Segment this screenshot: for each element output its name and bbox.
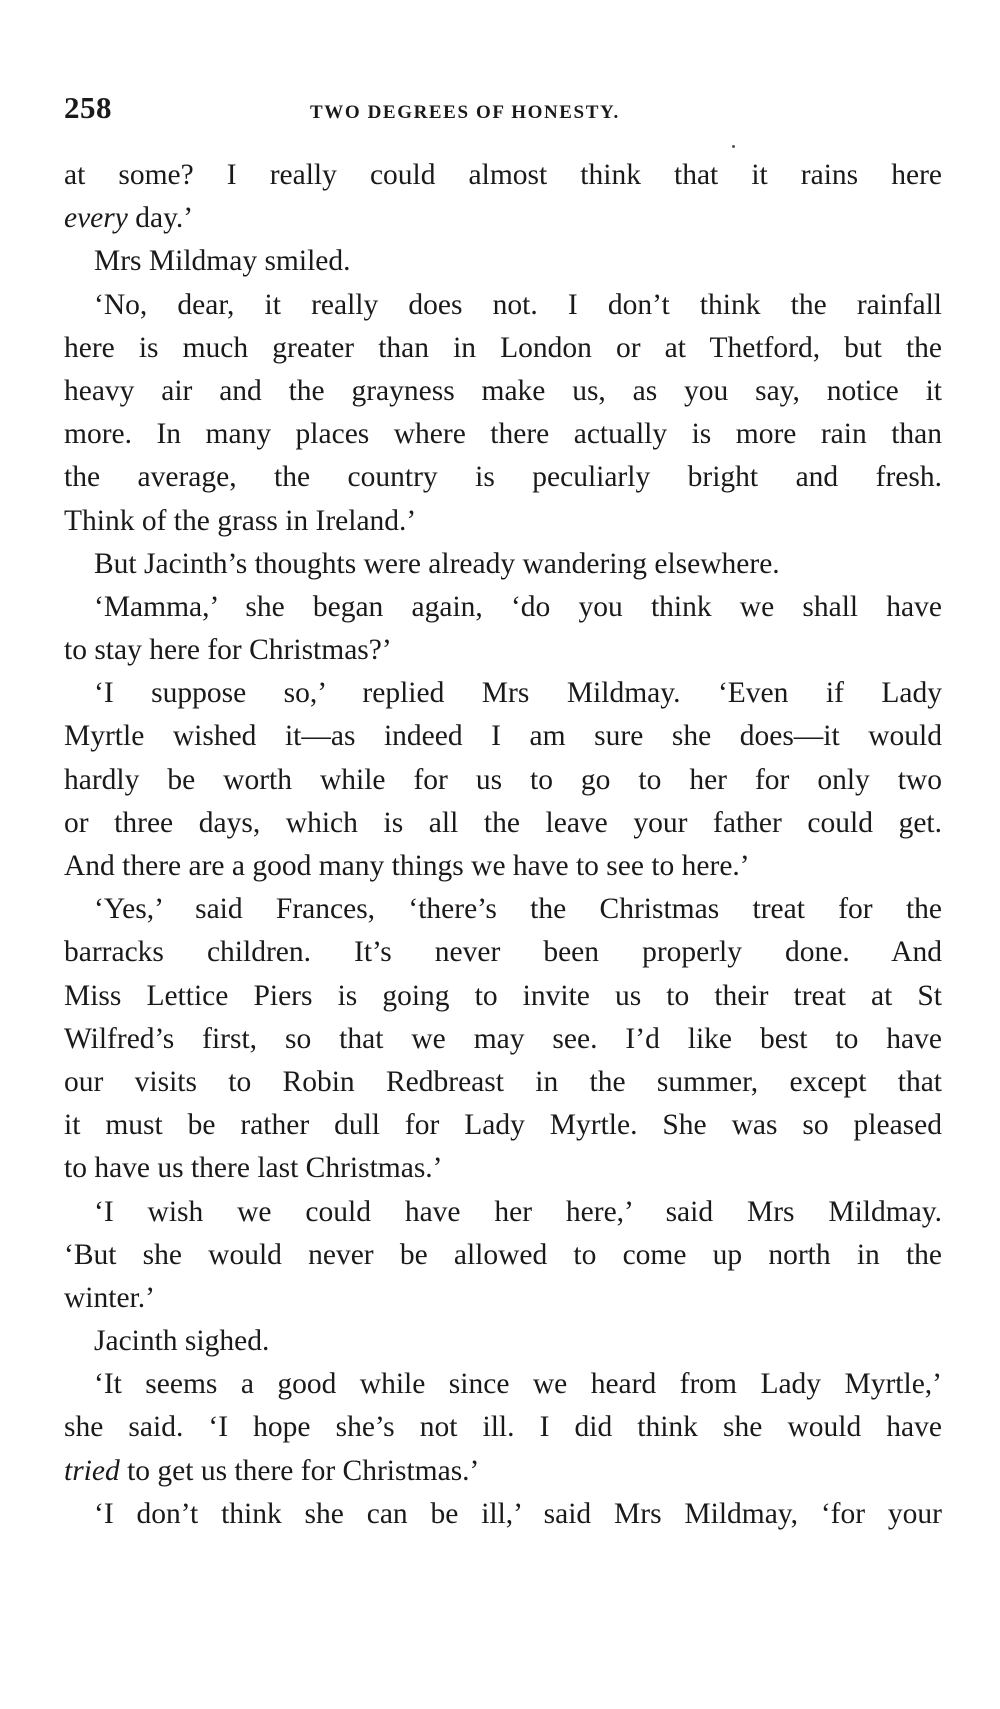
text-line: ‘It seems a good while since we heard from Lady Myrtle,’ (94, 1368, 942, 1401)
text-line: ‘Mamma,’ she began again, ‘do you think we shall have (94, 590, 942, 623)
text-line: to stay here for Christmas?’ (64, 634, 392, 667)
text-line: Mrs Mildmay smiled. (94, 245, 351, 278)
running-title: TWO DEGREES OF HONESTY. (310, 102, 620, 123)
text-line: ‘I don’t think she can be ill,’ said Mrs Mildmay, ‘for your (94, 1497, 942, 1530)
ink-speck (732, 145, 735, 148)
text-line: winter.’ (64, 1281, 155, 1314)
text-line: hardly be worth while for us to go to her for only two (64, 763, 942, 796)
page-number: 258 (64, 90, 112, 125)
text-line: Wilfred’s first, so that we may see. I’d like best to have (64, 1022, 942, 1055)
text-line: Jacinth sighed. (94, 1325, 270, 1358)
text-line: Myrtle wished it—as indeed I am sure she does—it would (64, 720, 942, 753)
text-line: tried to get us there for Christmas.’ (64, 1454, 480, 1487)
text-line: at some? I really could almost think that it rains here (64, 159, 942, 191)
text-line: heavy air and the grayness make us, as you say, notice it (64, 374, 942, 407)
text-line: Think of the grass in Ireland.’ (64, 504, 417, 537)
text-line: it must be rather dull for Lady Myrtle. She was so pleased (64, 1109, 942, 1142)
text-line: ‘Yes,’ said Frances, ‘there’s the Christmas treat for the (94, 893, 942, 926)
text-line: Miss Lettice Piers is going to invite us to their treat at St (64, 979, 942, 1012)
text-line: our visits to Robin Redbreast in the summer, except that (64, 1065, 942, 1098)
text-line: the average, the country is peculiarly bright and fresh. (64, 461, 942, 494)
text-line: But Jacinth’s thoughts were already wandering elsewhere. (94, 547, 780, 580)
text-line: to have us there last Christmas.’ (64, 1152, 443, 1185)
text-line: ‘I wish we could have her here,’ said Mrs Mildmay. (94, 1195, 942, 1228)
text-line: ‘No, dear, it really does not. I don’t think the rainfall (94, 288, 942, 321)
text-line: here is much greater than in London or at Thetford, but the (64, 331, 942, 364)
text-line: And there are a good many things we have to see to here.’ (64, 850, 750, 882)
text-line: ‘But she would never be allowed to come up north in the (64, 1238, 942, 1271)
body-text (64, 154, 942, 1536)
text-line: barracks children. It’s never been properly done. And (64, 936, 942, 969)
running-head (64, 90, 940, 134)
text-line: every day.’ (64, 202, 194, 235)
text-line: more. In many places where there actually is more rain than (64, 418, 942, 451)
text-line: or three days, which is all the leave your father could get. (64, 806, 942, 839)
text-line: she said. ‘I hope she’s not ill. I did think she would have (64, 1411, 942, 1444)
text-line: ‘I suppose so,’ replied Mrs Mildmay. ‘Even if Lady (94, 677, 942, 710)
